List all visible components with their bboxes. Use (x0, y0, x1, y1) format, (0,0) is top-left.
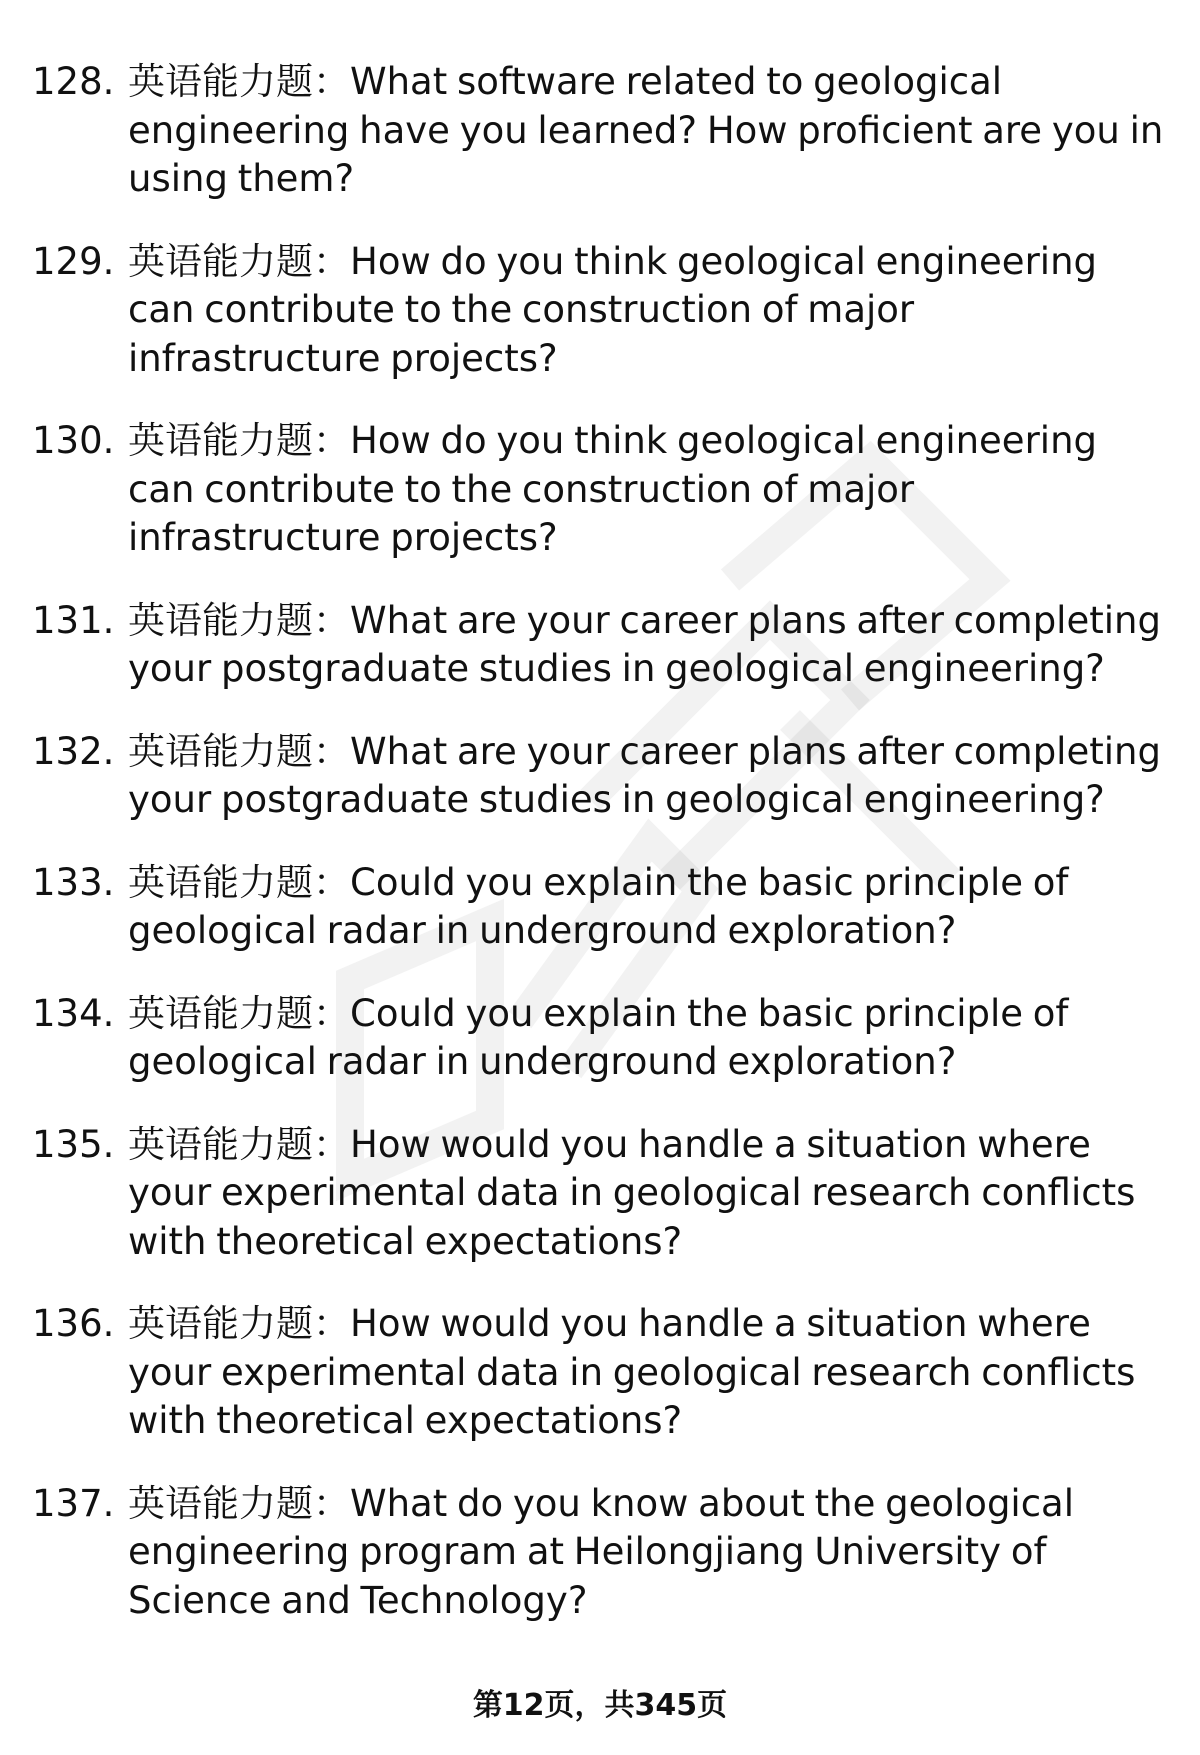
question-body (128, 859, 1172, 956)
question-text: How do you think geological engineering can contribute to the construction of major infrastructure projects? (128, 239, 1098, 380)
question-body (128, 1480, 1172, 1626)
question-category: 英语能力题： (128, 729, 350, 773)
question-number: 134. (32, 991, 115, 1035)
question-item (32, 1480, 1172, 1626)
question-body (128, 728, 1172, 825)
question-item (32, 859, 1172, 956)
question-body (128, 1121, 1172, 1267)
page-number-footer: 第12页，共345页 (472, 1688, 728, 1723)
question-list (32, 58, 1172, 1625)
question-text: How would you handle a situation where your experimental data in geological research conflicts with theoretical expectations? (128, 1302, 1136, 1442)
question-body (128, 58, 1172, 204)
question-number: 137. (32, 1481, 115, 1525)
question-item (32, 1300, 1172, 1446)
question-category: 英语能力题： (128, 60, 350, 103)
question-number: 129. (32, 239, 115, 283)
question-category: 英语能力题： (128, 860, 350, 904)
question-category: 英语能力题： (128, 1302, 350, 1345)
question-category: 英语能力题： (128, 419, 350, 462)
question-category: 英语能力题： (128, 239, 350, 283)
question-item (32, 417, 1172, 563)
question-body (128, 417, 1172, 563)
question-text: What are your career plans after completing your postgraduate studies in geological engineering? (128, 598, 1161, 690)
question-category: 英语能力题： (128, 598, 350, 642)
question-number: 132. (32, 729, 115, 773)
question-number: 130. (32, 419, 115, 462)
question-item (32, 597, 1172, 694)
question-item (32, 990, 1172, 1087)
question-body (128, 238, 1172, 384)
question-text: How would you handle a situation where your experimental data in geological research conflicts with theoretical expectations? (128, 1122, 1136, 1263)
question-category: 英语能力题： (128, 1481, 350, 1525)
question-body (128, 990, 1172, 1087)
question-item (32, 728, 1172, 825)
question-item (32, 1121, 1172, 1267)
question-number: 135. (32, 1122, 115, 1166)
question-text: Could you explain the basic principle of geological radar in underground exploration? (128, 991, 1069, 1083)
question-text: What do you know about the geological engineering program at Heilongjiang University of Science and Technology? (128, 1481, 1075, 1622)
question-body (128, 597, 1172, 694)
question-number: 128. (32, 60, 115, 103)
question-text: What are your career plans after completing your postgraduate studies in geological engineering? (128, 729, 1161, 821)
question-number: 131. (32, 598, 115, 642)
question-item (32, 58, 1172, 204)
question-text: Could you explain the basic principle of geological radar in underground exploration? (128, 860, 1069, 952)
question-text: What software related to geological engineering have you learned? How proficient are you in using them? (128, 60, 1164, 200)
question-category: 英语能力题： (128, 1122, 350, 1166)
question-body (128, 1300, 1172, 1446)
question-text: How do you think geological engineering can contribute to the construction of major infrastructure projects? (128, 419, 1098, 559)
question-category: 英语能力题： (128, 991, 350, 1035)
question-number: 136. (32, 1302, 115, 1345)
question-number: 133. (32, 860, 115, 904)
question-item (32, 238, 1172, 384)
